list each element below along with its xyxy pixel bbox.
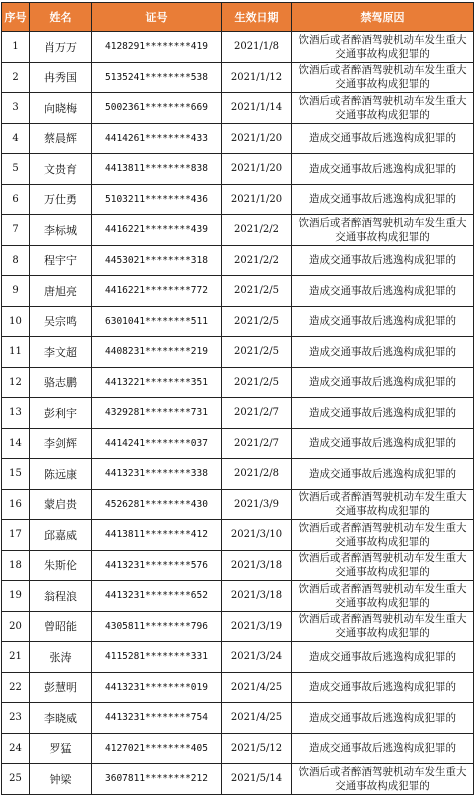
- cell-id-number: 4413221********351: [92, 367, 222, 398]
- cell-index: 6: [2, 184, 30, 215]
- cell-id-number: 4305811********796: [92, 611, 222, 642]
- table-row: [2, 459, 474, 490]
- cell-effective-date: 2021/2/5: [222, 337, 292, 368]
- cell-id-number: 4413231********652: [92, 581, 222, 612]
- cell-index: 15: [2, 459, 30, 490]
- table-row: [2, 398, 474, 429]
- cell-effective-date: 2021/1/20: [222, 154, 292, 185]
- cell-id-number: 4329281********731: [92, 398, 222, 429]
- cell-name: 彭利宇: [30, 398, 92, 429]
- cell-name: 蔡晨辉: [30, 123, 92, 154]
- cell-index: 12: [2, 367, 30, 398]
- cell-id-number: 4413231********754: [92, 703, 222, 734]
- cell-effective-date: 2021/2/5: [222, 276, 292, 307]
- cell-index: 21: [2, 642, 30, 673]
- cell-index: 20: [2, 611, 30, 642]
- cell-id-number: 4127021********405: [92, 733, 222, 764]
- table-row: [2, 611, 474, 642]
- table-row: [2, 215, 474, 246]
- cell-name: 彭慧明: [30, 672, 92, 703]
- cell-index: 11: [2, 337, 30, 368]
- table-row: [2, 550, 474, 581]
- table-row: [2, 32, 474, 63]
- table-row: [2, 581, 474, 612]
- cell-id-number: 4416221********439: [92, 215, 222, 246]
- cell-ban-reason: 造成交通事故后逃逸构成犯罪的: [292, 276, 474, 307]
- cell-id-number: 4408231********219: [92, 337, 222, 368]
- cell-name: 唐旭亮: [30, 276, 92, 307]
- ban-list-table: [1, 2, 474, 795]
- cell-effective-date: 2021/2/8: [222, 459, 292, 490]
- cell-effective-date: 2021/2/5: [222, 367, 292, 398]
- cell-effective-date: 2021/3/9: [222, 489, 292, 520]
- cell-id-number: 6301041********511: [92, 306, 222, 337]
- cell-name: 朱斯伦: [30, 550, 92, 581]
- cell-ban-reason: 饮酒后或者醉酒驾驶机动车发生重大交通事故构成犯罪的: [292, 550, 474, 581]
- cell-id-number: 4413231********338: [92, 459, 222, 490]
- cell-name: 程宇宁: [30, 245, 92, 276]
- cell-ban-reason: 造成交通事故后逃逸构成犯罪的: [292, 733, 474, 764]
- header-name: 姓名: [30, 3, 92, 32]
- cell-id-number: 4128291********419: [92, 32, 222, 63]
- cell-name: 蒙启贵: [30, 489, 92, 520]
- cell-id-number: 5002361********669: [92, 93, 222, 124]
- cell-ban-reason: 饮酒后或者醉酒驾驶机动车发生重大交通事故构成犯罪的: [292, 93, 474, 124]
- header-ban-reason: 禁驾原因: [292, 3, 474, 32]
- cell-ban-reason: 造成交通事故后逃逸构成犯罪的: [292, 703, 474, 734]
- table-row: [2, 367, 474, 398]
- cell-index: 17: [2, 520, 30, 551]
- cell-ban-reason: 造成交通事故后逃逸构成犯罪的: [292, 123, 474, 154]
- table-row: [2, 520, 474, 551]
- cell-id-number: 5135241********538: [92, 62, 222, 93]
- cell-name: 张涛: [30, 642, 92, 673]
- cell-name: 向晓梅: [30, 93, 92, 124]
- cell-ban-reason: 饮酒后或者醉酒驾驶机动车发生重大交通事故构成犯罪的: [292, 611, 474, 642]
- cell-index: 3: [2, 93, 30, 124]
- cell-index: 8: [2, 245, 30, 276]
- cell-index: 24: [2, 733, 30, 764]
- cell-index: 9: [2, 276, 30, 307]
- cell-effective-date: 2021/1/14: [222, 93, 292, 124]
- cell-name: 文贵育: [30, 154, 92, 185]
- cell-ban-reason: 饮酒后或者醉酒驾驶机动车发生重大交通事故构成犯罪的: [292, 62, 474, 93]
- cell-effective-date: 2021/2/2: [222, 215, 292, 246]
- cell-id-number: 3607811********212: [92, 764, 222, 795]
- cell-name: 李标城: [30, 215, 92, 246]
- table-row: [2, 93, 474, 124]
- table-row: [2, 337, 474, 368]
- cell-id-number: 4413811********412: [92, 520, 222, 551]
- cell-id-number: 4416221********772: [92, 276, 222, 307]
- cell-ban-reason: 饮酒后或者醉酒驾驶机动车发生重大交通事故构成犯罪的: [292, 32, 474, 63]
- cell-ban-reason: 饮酒后或者醉酒驾驶机动车发生重大交通事故构成犯罪的: [292, 581, 474, 612]
- cell-name: 吴宗鸣: [30, 306, 92, 337]
- cell-ban-reason: 造成交通事故后逃逸构成犯罪的: [292, 154, 474, 185]
- cell-effective-date: 2021/3/18: [222, 550, 292, 581]
- table-header: [2, 3, 474, 32]
- cell-name: 万仕勇: [30, 184, 92, 215]
- cell-id-number: 4526281********430: [92, 489, 222, 520]
- cell-index: 18: [2, 550, 30, 581]
- cell-name: 翁程浪: [30, 581, 92, 612]
- cell-id-number: 4413811********838: [92, 154, 222, 185]
- table-row: [2, 428, 474, 459]
- cell-ban-reason: 造成交通事故后逃逸构成犯罪的: [292, 337, 474, 368]
- cell-effective-date: 2021/1/20: [222, 123, 292, 154]
- cell-index: 23: [2, 703, 30, 734]
- table-row: [2, 733, 474, 764]
- cell-effective-date: 2021/2/7: [222, 398, 292, 429]
- cell-ban-reason: 造成交通事故后逃逸构成犯罪的: [292, 459, 474, 490]
- cell-id-number: 4453021********318: [92, 245, 222, 276]
- cell-index: 5: [2, 154, 30, 185]
- cell-effective-date: 2021/3/18: [222, 581, 292, 612]
- cell-index: 16: [2, 489, 30, 520]
- cell-id-number: 4413231********576: [92, 550, 222, 581]
- header-index: 序号: [2, 3, 30, 32]
- table-row: [2, 154, 474, 185]
- cell-effective-date: 2021/1/12: [222, 62, 292, 93]
- header-row: [2, 3, 474, 32]
- cell-name: 骆志鹏: [30, 367, 92, 398]
- cell-ban-reason: 造成交通事故后逃逸构成犯罪的: [292, 306, 474, 337]
- cell-effective-date: 2021/2/7: [222, 428, 292, 459]
- cell-id-number: 4414241********037: [92, 428, 222, 459]
- cell-effective-date: 2021/5/12: [222, 733, 292, 764]
- cell-effective-date: 2021/2/2: [222, 245, 292, 276]
- cell-effective-date: 2021/3/24: [222, 642, 292, 673]
- cell-index: 13: [2, 398, 30, 429]
- cell-index: 2: [2, 62, 30, 93]
- cell-name: 李晓威: [30, 703, 92, 734]
- cell-index: 4: [2, 123, 30, 154]
- table-row: [2, 306, 474, 337]
- cell-index: 1: [2, 32, 30, 63]
- cell-effective-date: 2021/5/14: [222, 764, 292, 795]
- cell-id-number: 4413231********019: [92, 672, 222, 703]
- cell-name: 陈远康: [30, 459, 92, 490]
- cell-ban-reason: 饮酒后或者醉酒驾驶机动车发生重大交通事故构成犯罪的: [292, 215, 474, 246]
- cell-effective-date: 2021/4/25: [222, 703, 292, 734]
- cell-ban-reason: 造成交通事故后逃逸构成犯罪的: [292, 672, 474, 703]
- cell-index: 19: [2, 581, 30, 612]
- cell-effective-date: 2021/2/5: [222, 306, 292, 337]
- cell-id-number: 4414261********433: [92, 123, 222, 154]
- cell-name: 李文超: [30, 337, 92, 368]
- cell-name: 罗猛: [30, 733, 92, 764]
- header-effective-date: 生效日期: [222, 3, 292, 32]
- cell-index: 14: [2, 428, 30, 459]
- cell-effective-date: 2021/3/19: [222, 611, 292, 642]
- table-row: [2, 642, 474, 673]
- cell-effective-date: 2021/1/20: [222, 184, 292, 215]
- table-row: [2, 276, 474, 307]
- header-id-number: 证号: [92, 3, 222, 32]
- table-row: [2, 672, 474, 703]
- cell-ban-reason: 造成交通事故后逃逸构成犯罪的: [292, 398, 474, 429]
- cell-name: 钟梁: [30, 764, 92, 795]
- table-row: [2, 245, 474, 276]
- cell-ban-reason: 造成交通事故后逃逸构成犯罪的: [292, 245, 474, 276]
- cell-index: 22: [2, 672, 30, 703]
- table-row: [2, 62, 474, 93]
- table-body: [2, 32, 474, 795]
- cell-id-number: 4115281********331: [92, 642, 222, 673]
- cell-name: 邱嘉威: [30, 520, 92, 551]
- cell-name: 曾昭能: [30, 611, 92, 642]
- cell-index: 25: [2, 764, 30, 795]
- cell-effective-date: 2021/3/10: [222, 520, 292, 551]
- cell-name: 李剑辉: [30, 428, 92, 459]
- cell-ban-reason: 造成交通事故后逃逸构成犯罪的: [292, 642, 474, 673]
- table-row: [2, 703, 474, 734]
- cell-index: 7: [2, 215, 30, 246]
- cell-name: 肖万万: [30, 32, 92, 63]
- cell-name: 冉秀国: [30, 62, 92, 93]
- cell-ban-reason: 造成交通事故后逃逸构成犯罪的: [292, 428, 474, 459]
- table-row: [2, 489, 474, 520]
- cell-ban-reason: 饮酒后或者醉酒驾驶机动车发生重大交通事故构成犯罪的: [292, 520, 474, 551]
- cell-index: 10: [2, 306, 30, 337]
- cell-effective-date: 2021/1/8: [222, 32, 292, 63]
- table-row: [2, 123, 474, 154]
- table-row: [2, 184, 474, 215]
- table-row: [2, 764, 474, 795]
- cell-id-number: 5103211********436: [92, 184, 222, 215]
- cell-ban-reason: 造成交通事故后逃逸构成犯罪的: [292, 367, 474, 398]
- cell-ban-reason: 造成交通事故后逃逸构成犯罪的: [292, 184, 474, 215]
- cell-ban-reason: 饮酒后或者醉酒驾驶机动车发生重大交通事故构成犯罪的: [292, 489, 474, 520]
- cell-effective-date: 2021/4/25: [222, 672, 292, 703]
- cell-ban-reason: 饮酒后或者醉酒驾驶机动车发生重大交通事故构成犯罪的: [292, 764, 474, 795]
